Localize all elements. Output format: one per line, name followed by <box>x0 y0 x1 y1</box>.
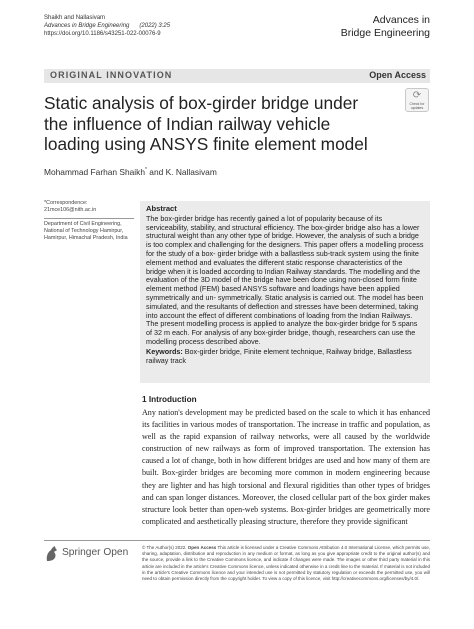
abstract-text: The box-girder bridge has recently gained a lot of popularity because of its serviceability, stability, and structural efficiency. The box-girder bridge also has a lower structural weight than any other type of bridge. However, the analysis of such a bridge is too complex and challenging for the designers. This paper offers a modelling process for the study of a box- girder bridge with a ballastless sub-track system using the finite element method and evaluates the different static response characteristics of the bridge when it is loaded according to Indian Railway standards. The modelling and the evaluation of the 3D model of the bridge have been done using non-closed form finite element method (FEM) based ANSYS software and loadings have been applied symmetrically and un- symmetrically. Static analysis is carried out. The model has been simulated, and the resultants of deflection and stresses have been determined, taking into account the effect of different combinations of loading from the Indian Railways. The present modelling process is applied to analyze the box-girder bridge for 5 spans of 32 m each. For analysis of any box-girder bridge, though, researchers can use the modelling process described above. <box>146 213 424 346</box>
page-header <box>44 14 430 54</box>
footer-divider <box>44 540 430 541</box>
keywords-list: Box-girder bridge, Finite element technique, Railway bridge, Ballastless railway track <box>146 346 412 365</box>
abstract-box <box>140 201 430 383</box>
keywords <box>146 348 424 366</box>
running-authors: Shaikh and Nallasivam <box>44 15 106 21</box>
article-title: Static analysis of box-girder bridge under the influence of Indian railway vehicle loading using ANSYS finite element model <box>44 93 368 154</box>
updates-text-2: updates <box>410 106 424 110</box>
introduction-text: Any nation's development may be predicted based on the scale to which it has enhanced its facilities in various modes of transportation. The increase in traffic and population, as well as the rapid expansion of railway networks, were all caused by the worldwide construction of new railways as form of improved transportation. The extension has caused a lot of change, both in how different bridges are used and how many of them are built. Box-girder bridges are becoming more common in modern engineering because they are lighter and has high torsional and flexural rigidities than other types of bridges and can span longer distances. Moreover, the closed cellular part of the box girder makes structure look better than open-web systems. Box-girder bridges are geometrically more complicated and aesthetically pleasing structure, therefore they provide significant <box>142 408 430 526</box>
author-rest: and K. Nallasivam <box>146 167 217 177</box>
article-type-label: ORIGINAL INNOVATION <box>50 70 173 80</box>
author-list <box>44 167 217 177</box>
publisher-name: Springer Open <box>62 547 129 558</box>
publisher-logo <box>44 545 136 563</box>
journal-title <box>341 14 430 40</box>
correspondence-label: *Correspondence: <box>44 200 88 206</box>
refresh-icon: ⟳ <box>412 90 422 101</box>
correspondence-sidebar <box>44 200 134 242</box>
check-for-updates-badge[interactable] <box>405 88 429 112</box>
license-open-access: Open Access <box>187 545 217 550</box>
author-name-1[interactable]: Mohammad Farhan Shaikh <box>44 167 146 177</box>
correspondence-email[interactable]: 21mce106@nith.ac.in <box>44 207 97 213</box>
year-volume: (2022) 3:25 <box>139 23 171 30</box>
updates-text-1: Check for <box>409 102 425 106</box>
corresponding-mark: * <box>145 167 147 174</box>
section-heading: 1 Introduction <box>142 395 197 404</box>
license-lead: © The Author(s) 2022. <box>142 545 187 550</box>
journal-title-line1: Advances in <box>372 14 430 26</box>
article-type-banner <box>44 69 430 83</box>
open-access-label: Open Access <box>369 70 426 80</box>
sidebar-divider <box>44 218 134 219</box>
license-notice <box>142 545 430 582</box>
license-text: This article is licensed under a Creative Commons Attribution 4.0 International License, which permits use, sharing, adaptation, distribution and reproduction in any medium or format, as long as you give appropriate credit to the original author(s) and the source, provide a link to the Creative Commons licence, and indicate if changes were made. The images or other third party material in this article are included in the article's Creative Commons licence, unless indicated otherwise in a credit line to the material. If material is not included in the article's Creative Commons licence and your intended use is not permitted by statutory regulation or exceeds the permitted use, you will need to obtain permission directly from the copyright holder. To view a copy of this licence, visit http://creativecommons.org/licenses/by/4.0/. <box>142 545 430 582</box>
affiliation: Department of Civil Engineering, National of Technology Hamirpur, Hamirpur, Himachal Pradesh, India <box>44 221 128 241</box>
citation-block <box>44 14 170 39</box>
springer-horse-icon <box>44 545 59 562</box>
keywords-label: Keywords: <box>146 346 183 356</box>
journal-title-line2: Bridge Engineering <box>340 27 430 39</box>
abstract-heading: Abstract <box>146 204 177 213</box>
journal-citation <box>44 22 170 30</box>
journal-name-italic: Advances in Bridge Engineering <box>44 23 130 30</box>
correspondence-block <box>44 200 134 214</box>
doi-link[interactable]: https://doi.org/10.1186/s43251-022-00076-9 <box>44 31 161 38</box>
